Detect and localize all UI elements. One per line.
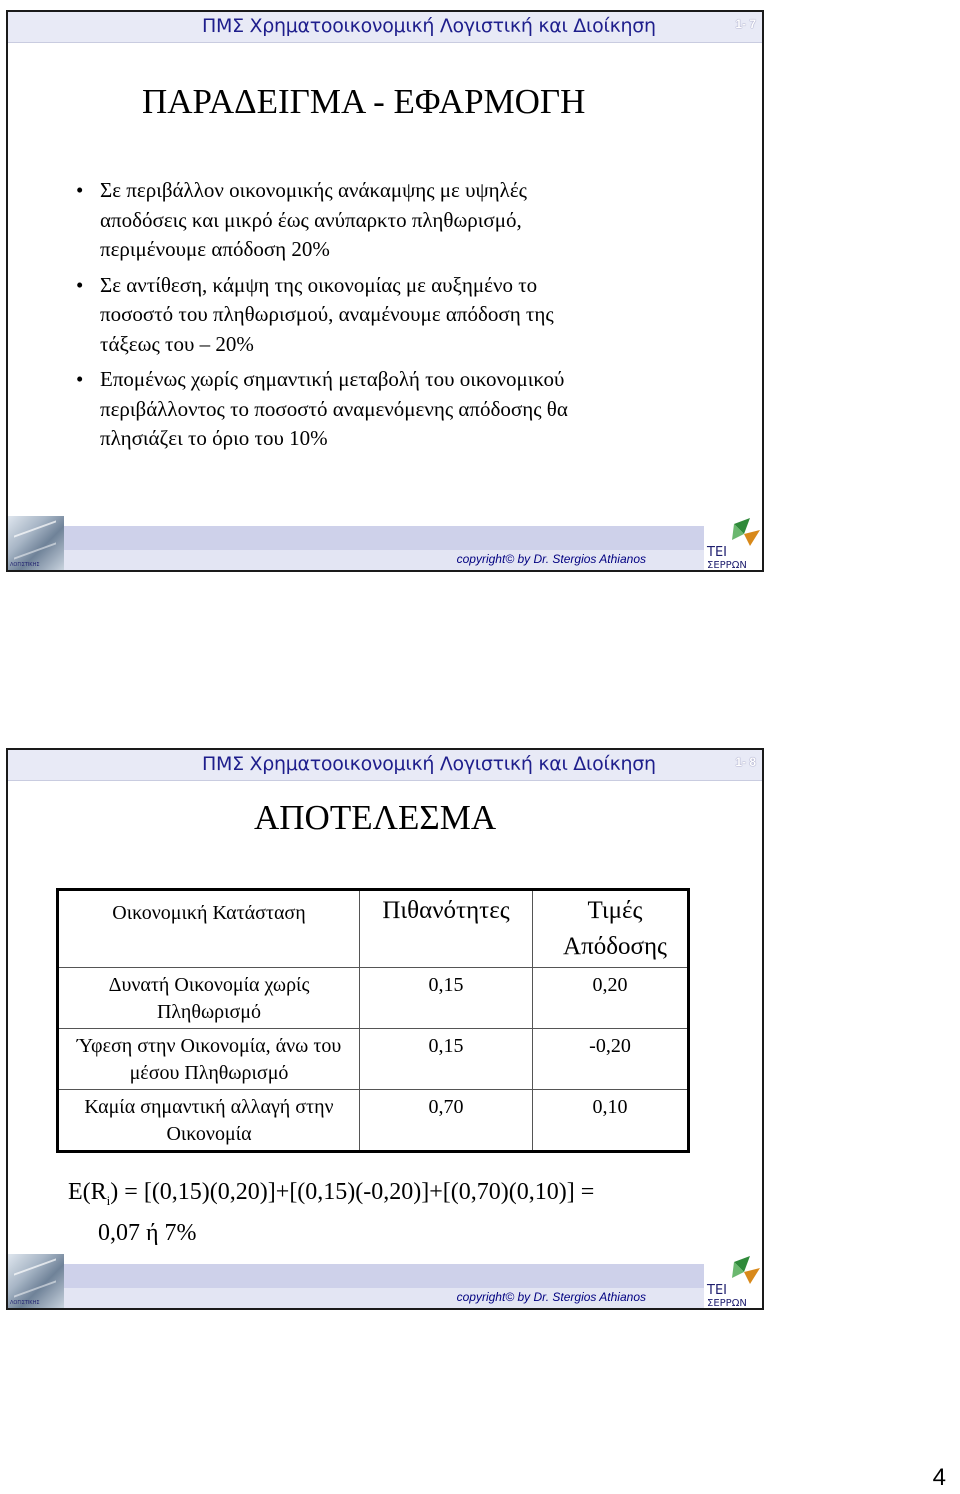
formula-line-2: 0,07 ή 7% (98, 1219, 197, 1246)
logo-text-top: ΤΕΙ (707, 545, 727, 560)
tei-serron-logo-icon (704, 516, 762, 570)
table-row (58, 1029, 689, 1090)
formula-rhs: ) = [(0,15)(0,20)]+[(0,15)(-0,20)]+[(0,70)(0,10)] = (110, 1179, 595, 1205)
header-title: ΠΜΣ Χρηματοοικονομική Λογιστική και Διοίκηση (202, 753, 656, 775)
bullet-item (76, 176, 756, 265)
table-cell: Ύφεση στην Οικονομία, άνω του μέσου Πληθωρισμό (58, 1029, 360, 1090)
table-cell: Καμία σημαντική αλλαγή στην Οικονομία (58, 1090, 360, 1152)
slide-footer (8, 516, 762, 570)
bullet-dot: • (76, 272, 84, 297)
table-cell: 0,15 (360, 1029, 533, 1090)
tei-serron-logo-icon (704, 1254, 762, 1308)
table-cell: 0,70 (360, 1090, 533, 1152)
table-header-cell: Οικονομική Κατάσταση (58, 890, 360, 968)
footer-band (64, 526, 704, 550)
footer-band (64, 1264, 704, 1288)
logo-text-bottom: ΣΕΡΡΩΝ (707, 560, 747, 570)
table-cell: -0,20 (533, 1029, 689, 1090)
slide-footer (8, 1254, 762, 1308)
footer-image-label: ΛΟΓΙΣΤΙΚΗΣ (10, 562, 40, 568)
bullet-line: πλησιάζει το όριο του 10% (100, 426, 328, 450)
formula-lhs: Ε(R (68, 1179, 107, 1205)
copyright-text: copyright© by Dr. Stergios Athianos (456, 552, 646, 566)
bullet-line: Σε περιβάλλον οικονομικής ανάκαμψης με υψηλές (100, 178, 527, 202)
footer-image-label: ΛΟΓΙΣΤΙΚΗΣ (10, 1300, 40, 1306)
table-header-cell: Πιθανότητες (360, 890, 533, 968)
expected-return-formula (68, 1176, 594, 1249)
page-number: 4 (932, 1464, 946, 1491)
slide-title: ΠΑΡΑΔΕΙΓΜΑ - ΕΦΑΡΜΟΓΗ (142, 82, 586, 121)
table-cell: 0,15 (360, 968, 533, 1029)
bullet-line: περιμένουμε απόδοση 20% (100, 237, 330, 261)
bullet-item (76, 271, 756, 360)
copyright-text: copyright© by Dr. Stergios Athianos (456, 1290, 646, 1304)
table-row (58, 1090, 689, 1152)
table-row (58, 968, 689, 1029)
bullet-line: τάξεως του – 20% (100, 331, 254, 356)
header-title: ΠΜΣ Χρηματοοικονομική Λογιστική και Διοίκηση (202, 15, 656, 37)
slide-header (8, 750, 762, 781)
bullet-line: περιβάλλοντος το ποσοστό αναμενόμενης απόδοσης θα (100, 396, 568, 421)
formula-subscript: i (106, 1192, 111, 1208)
footer-building-image (8, 1254, 64, 1308)
results-table (56, 888, 690, 1153)
bullet-dot: • (76, 367, 84, 391)
logo-text-bottom: ΣΕΡΡΩΝ (707, 1298, 747, 1308)
slide-header (8, 12, 762, 43)
slide-1-7 (6, 10, 764, 572)
slide-number: 1- 8 (735, 755, 756, 769)
table-cell: 0,10 (533, 1090, 689, 1152)
slide-number: 1- 7 (735, 17, 756, 31)
slide-title: ΑΠΟΤΕΛΕΣΜΑ (254, 798, 497, 837)
bullet-item (76, 365, 756, 454)
table-cell: 0,20 (533, 968, 689, 1029)
table-header-row (58, 890, 689, 968)
table-header-cell: Τιμές Απόδοσης (533, 890, 689, 968)
bullet-line: ποσοστό του πληθωρισμού, αναμένουμε απόδοση της (100, 302, 554, 326)
bullet-line: Επομένως χωρίς σημαντική μεταβολή του οικονομικού (100, 367, 565, 391)
bullet-dot: • (76, 178, 84, 202)
bullet-line: Σε αντίθεση, κάμψη της οικονομίας με αυξημένο το (100, 272, 538, 297)
bullet-line: αποδόσεις και μικρό έως ανύπαρκτο πληθωρισμό, (100, 207, 522, 232)
footer-building-image (8, 516, 64, 570)
table-cell: Δυνατή Οικονομία χωρίς Πληθωρισμό (58, 968, 360, 1029)
logo-text-top: ΤΕΙ (707, 1283, 727, 1298)
formula-line-1 (68, 1176, 594, 1217)
bullet-list (76, 176, 756, 460)
